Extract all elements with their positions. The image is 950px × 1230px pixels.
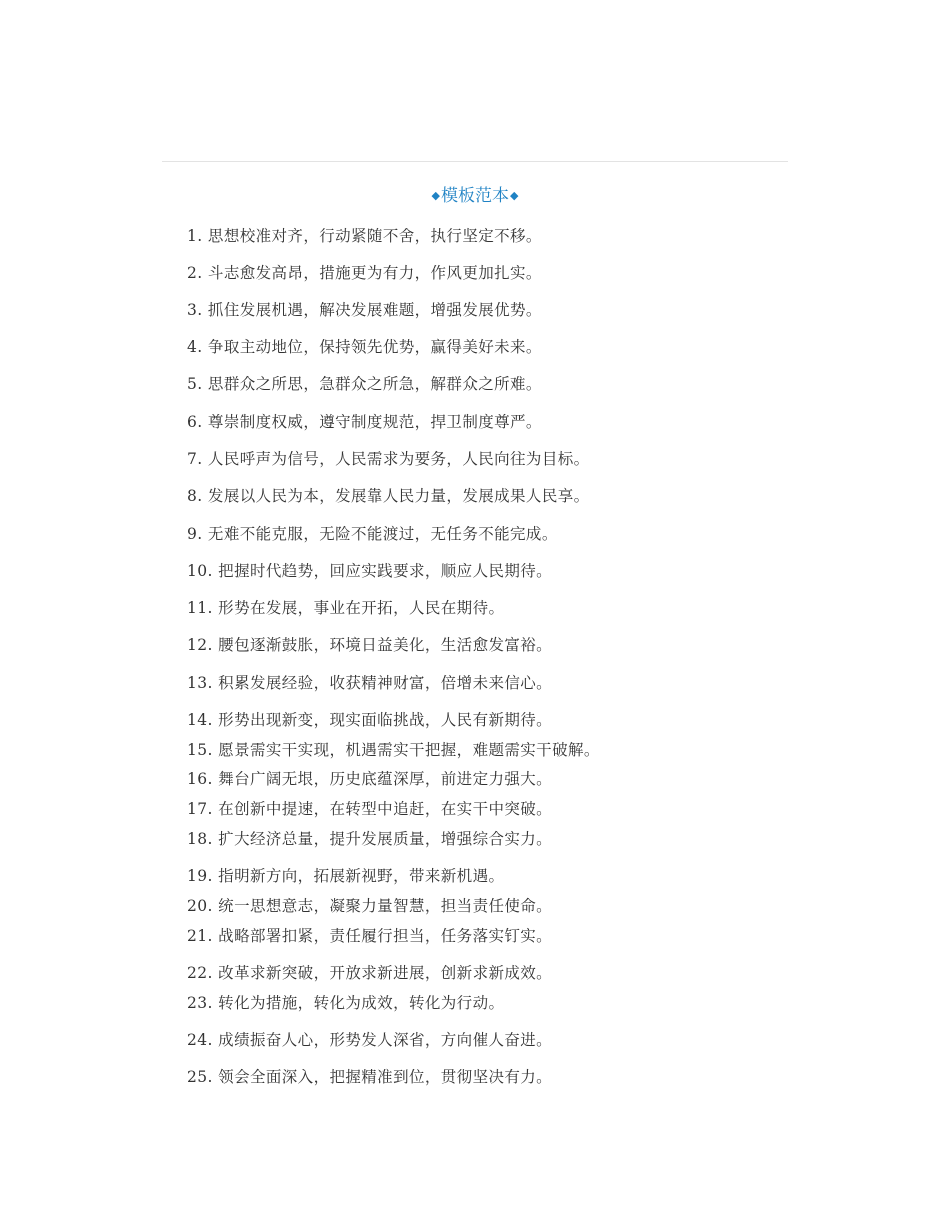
list-item: 17. 在创新中提速，在转型中追赶，在实干中突破。 [187, 800, 553, 818]
list-item: 11. 形势在发展，事业在开拓，人民在期待。 [187, 599, 505, 617]
list-item: 2. 斗志愈发高昂，措施更为有力，作风更加扎实。 [187, 264, 542, 282]
list-item: 10. 把握时代趋势，回应实践要求，顺应人民期待。 [187, 562, 553, 580]
list-item: 3. 抓住发展机遇，解决发展难题，增强发展优势。 [187, 301, 542, 319]
list-item: 16. 舞台广阔无垠，历史底蕴深厚，前进定力强大。 [187, 770, 553, 788]
list-item: 12. 腰包逐渐鼓胀，环境日益美化，生活愈发富裕。 [187, 636, 553, 654]
list-item: 4. 争取主动地位，保持领先优势，赢得美好未来。 [187, 338, 542, 356]
list-item: 18. 扩大经济总量，提升发展质量，增强综合实力。 [187, 830, 553, 848]
list-item: 9. 无难不能克服，无险不能渡过，无任务不能完成。 [187, 525, 558, 543]
list-item: 23. 转化为措施，转化为成效，转化为行动。 [187, 994, 505, 1012]
list-item: 24. 成绩振奋人心，形势发人深省，方向催人奋进。 [187, 1031, 553, 1049]
list-item: 19. 指明新方向，拓展新视野，带来新机遇。 [187, 867, 505, 885]
list-item: 25. 领会全面深入，把握精准到位，贯彻坚决有力。 [187, 1068, 553, 1086]
list-item: 5. 思群众之所思，急群众之所急，解群众之所难。 [187, 375, 542, 393]
list-item: 14. 形势出现新变，现实面临挑战，人民有新期待。 [187, 711, 553, 729]
list-item: 21. 战略部署扣紧，责任履行担当，任务落实钉实。 [187, 927, 553, 945]
list-item: 13. 积累发展经验，收获精神财富，倍增未来信心。 [187, 674, 553, 692]
list-item: 7. 人民呼声为信号，人民需求为要务，人民向往为目标。 [187, 450, 590, 468]
title-text: 模板范本 [441, 186, 509, 206]
list-item: 22. 改革求新突破，开放求新进展，创新求新成效。 [187, 964, 553, 982]
list-item: 8. 发展以人民为本，发展靠人民力量，发展成果人民享。 [187, 487, 590, 505]
list-item: 20. 统一思想意志，凝聚力量智慧，担当责任使命。 [187, 897, 553, 915]
diamond-left-icon: ◆ [431, 189, 440, 202]
list-item: 15. 愿景需实干实现，机遇需实干把握，难题需实干破解。 [187, 741, 600, 759]
list-item: 6. 尊崇制度权威，遵守制度规范，捍卫制度尊严。 [187, 413, 542, 431]
diamond-right-icon: ◆ [510, 189, 519, 202]
list-item: 1. 思想校准对齐，行动紧随不舍，执行坚定不移。 [187, 227, 542, 245]
